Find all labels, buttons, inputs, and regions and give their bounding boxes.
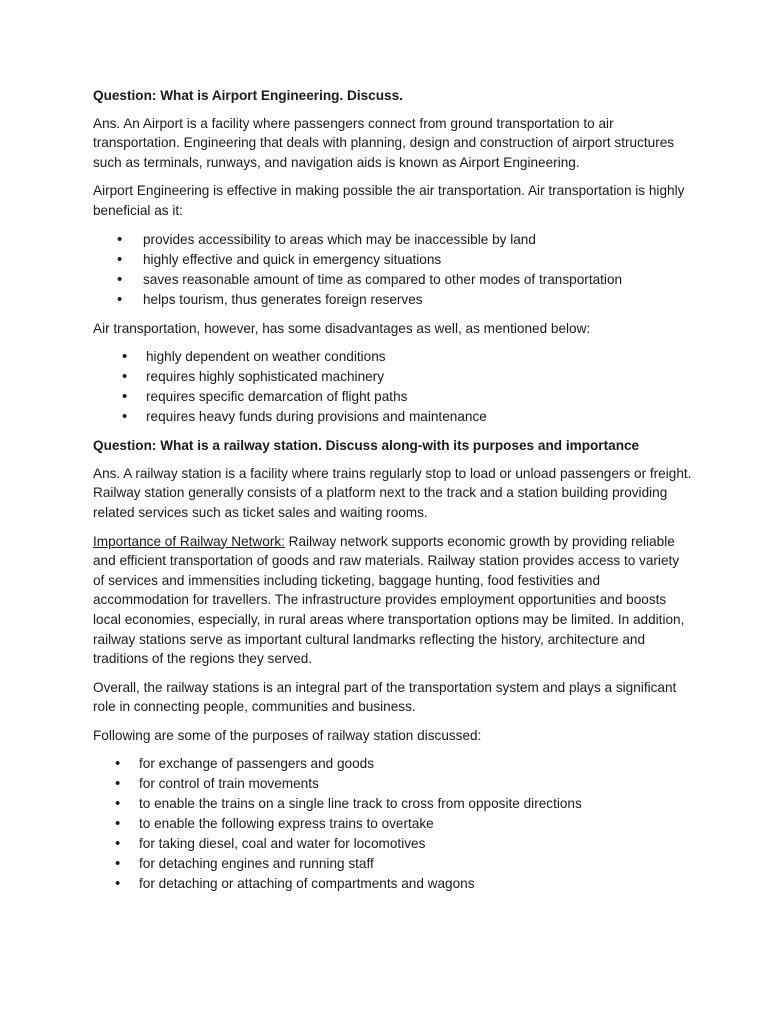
answer-airport-engineering: Ans. An Airport is a facility where passengers connect from ground transportation to air transportation. Engineering that deals with planning, design and construction of airport structures such as terminals, runways, and navigation aids is known as Airport Engineering. — [93, 115, 675, 170]
list-item: • saves reasonable amount of time as compared to other modes of transportation — [93, 270, 693, 290]
list-item: • highly effective and quick in emergency situations — [93, 250, 693, 270]
railway-purposes-list — [93, 754, 693, 894]
answer-railway-station: Ans. A railway station is a facility where trains regularly stop to load or unload passengers or freight. Railway station generally consists of a platform next to the track and a station building providing related services such as ticket sales and waiting rooms. — [93, 465, 692, 520]
list-item: • for control of train movements — [93, 774, 693, 794]
list-item: • for taking diesel, coal and water for locomotives — [93, 834, 693, 854]
importance-paragraph — [93, 532, 693, 669]
list-item: • requires specific demarcation of flight paths — [93, 387, 693, 407]
question-railway-station: Question: What is a railway station. Discuss along-with its purposes and importance — [93, 438, 640, 454]
list-item: • helps tourism, thus generates foreign reserves — [93, 290, 693, 310]
purposes-intro: Following are some of the purposes of railway station discussed: — [93, 727, 482, 743]
list-item: • to enable the trains on a single line track to cross from opposite directions — [93, 794, 693, 814]
disadvantages-intro: Air transportation, however, has some disadvantages as well, as mentioned below: — [93, 320, 591, 336]
list-item: • to enable the following express trains to overtake — [93, 814, 693, 834]
question-airport-engineering: Question: What is Airport Engineering. Discuss. — [93, 88, 403, 103]
list-item: • for detaching or attaching of compartments and wagons — [93, 874, 693, 894]
importance-text: Railway network supports economic growth by providing reliable and efficient transportation of goods and raw materials. Railway station provides access to variety of services and immensities including ticketing, baggage hunting, food festivities and accommodation for travellers. The infrastructure provides employment opportunities and boosts local economies, especially, in rural areas where transportation options may be limited. In addition, railway stations serve as important cultural landmarks reflecting the history, architecture and traditions of the regions they served. — [93, 533, 685, 667]
list-item: • highly dependent on weather conditions — [93, 347, 693, 367]
list-item: • for exchange of passengers and goods — [93, 754, 693, 774]
list-item: • requires highly sophisticated machinery — [93, 367, 693, 387]
air-transport-benefits-list — [93, 230, 693, 310]
list-item: • for detaching engines and running staff — [93, 854, 693, 874]
importance-label: Importance of Railway Network: — [93, 533, 285, 549]
list-item: • requires heavy funds during provisions and maintenance — [93, 407, 693, 427]
document-body — [93, 86, 693, 903]
airport-effectiveness-paragraph: Airport Engineering is effective in making possible the air transportation. Air transportation is highly beneficial as it: — [93, 183, 685, 218]
air-transport-disadvantages-list — [93, 347, 693, 427]
list-item: • provides accessibility to areas which may be inaccessible by land — [93, 230, 693, 250]
overall-paragraph: Overall, the railway stations is an integral part of the transportation system and plays a significant role in connecting people, communities and business. — [93, 679, 677, 715]
